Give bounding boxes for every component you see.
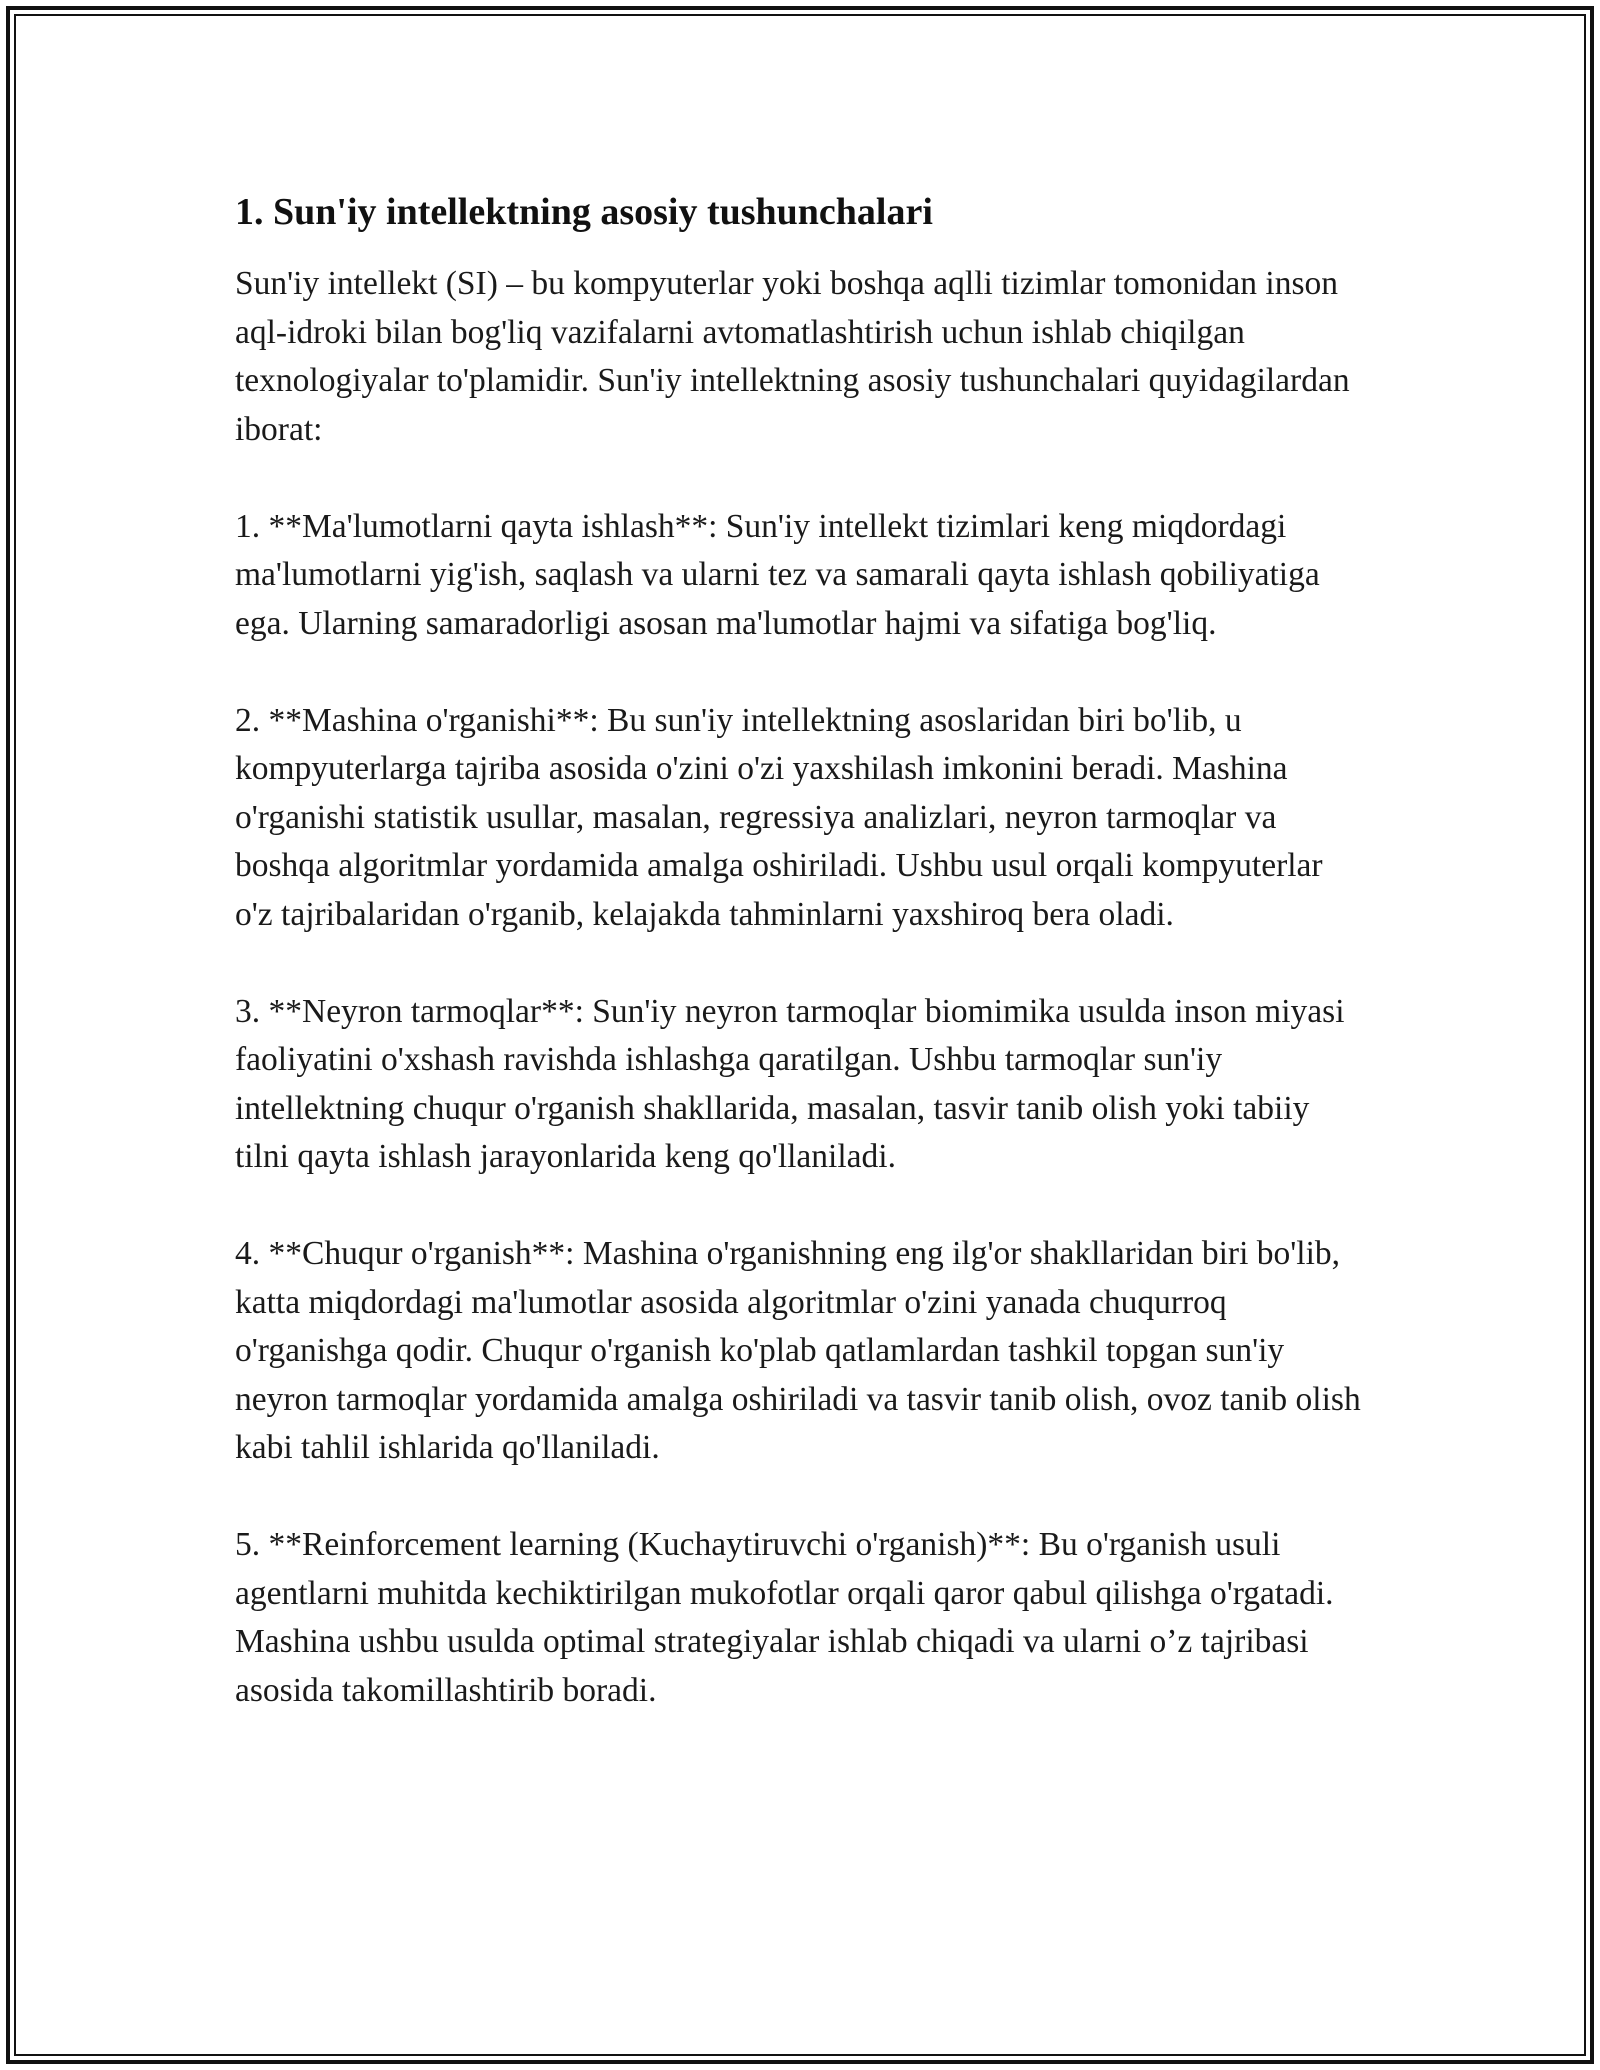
- intro-paragraph: Sun'iy intellekt (SI) – bu kompyuterlar yoki boshqa aqlli tizimlar tomonidan inson aql-idroki bilan bog'liq vazifalarni avtomatlashtirish uchun ishlab chiqilgan texnologiyalar to'plamidir. Sun'iy intellektning asosiy tushunchalari quyidagilardan iborat:: [235, 265, 1350, 448]
- section-heading: 1. Sun'iy intellektning asosiy tushunchalari: [235, 191, 933, 233]
- list-item-reinforcement-learning: 5. **Reinforcement learning (Kuchaytiruvchi o'rganish)**: Bu o'rganish usuli agentlarni muhitda kechiktirilgan mukofotlar orqali qaror qabul qilishga o'rgatadi. Mashina ushbu usulda optimal strategiyalar ishlab chiqadi va ularni o’z tajribasi asosida takomillashtirib boradi.: [235, 1526, 1334, 1709]
- list-item-deep-learning: 4. **Chuqur o'rganish**: Mashina o'rganishning eng ilg'or shakllaridan biri bo'lib, katta miqdordagi ma'lumotlar asosida algoritmlar o'zini yanada chuqurroq o'rganishga qodir. Chuqur o'rganish ko'plab qatlamlardan tashkil topgan sun'iy neyron tarmoqlar yordamida amalga oshiriladi va tasvir tanib olish, ovoz tanib olish kabi tahlil ishlarida qo'llaniladi.: [235, 1235, 1361, 1466]
- document-body: [235, 188, 1365, 1764]
- list-item-machine-learning: 2. **Mashina o'rganishi**: Bu sun'iy intellektning asoslaridan biri bo'lib, u kompyuterlarga tajriba asosida o'zini o'zi yaxshilash imkonini beradi. Mashina o'rganishi statistik usullar, masalan, regressiya analizlari, neyron tarmoqlar va boshqa algoritmlar yordamida amalga oshiriladi. Ushbu usul orqali kompyuterlar o'z tajribalaridan o'rganib, kelajakda tahminlarni yaxshiroq bera oladi.: [235, 701, 1323, 933]
- list-item-neural-networks: 3. **Neyron tarmoqlar**: Sun'iy neyron tarmoqlar biomimika usulda inson miyasi faoliyatini o'xshash ravishda ishlashga qaratilgan. Ushbu tarmoqlar sun'iy intellektning chuqur o'rganish shakllarida, masalan, tasvir tanib olish yoki tabiiy tilni qayta ishlash jarayonlarida keng qo'llaniladi.: [235, 992, 1345, 1175]
- list-item-data-processing: 1. **Ma'lumotlarni qayta ishlash**: Sun'iy intellekt tizimlari keng miqdordagi ma'lumotlarni yig'ish, saqlash va ularni tez va samarali qayta ishlash qobiliyatiga ega. Ularning samaradorligi asosan ma'lumotlar hajmi va sifatiga bog'liq.: [235, 507, 1320, 642]
